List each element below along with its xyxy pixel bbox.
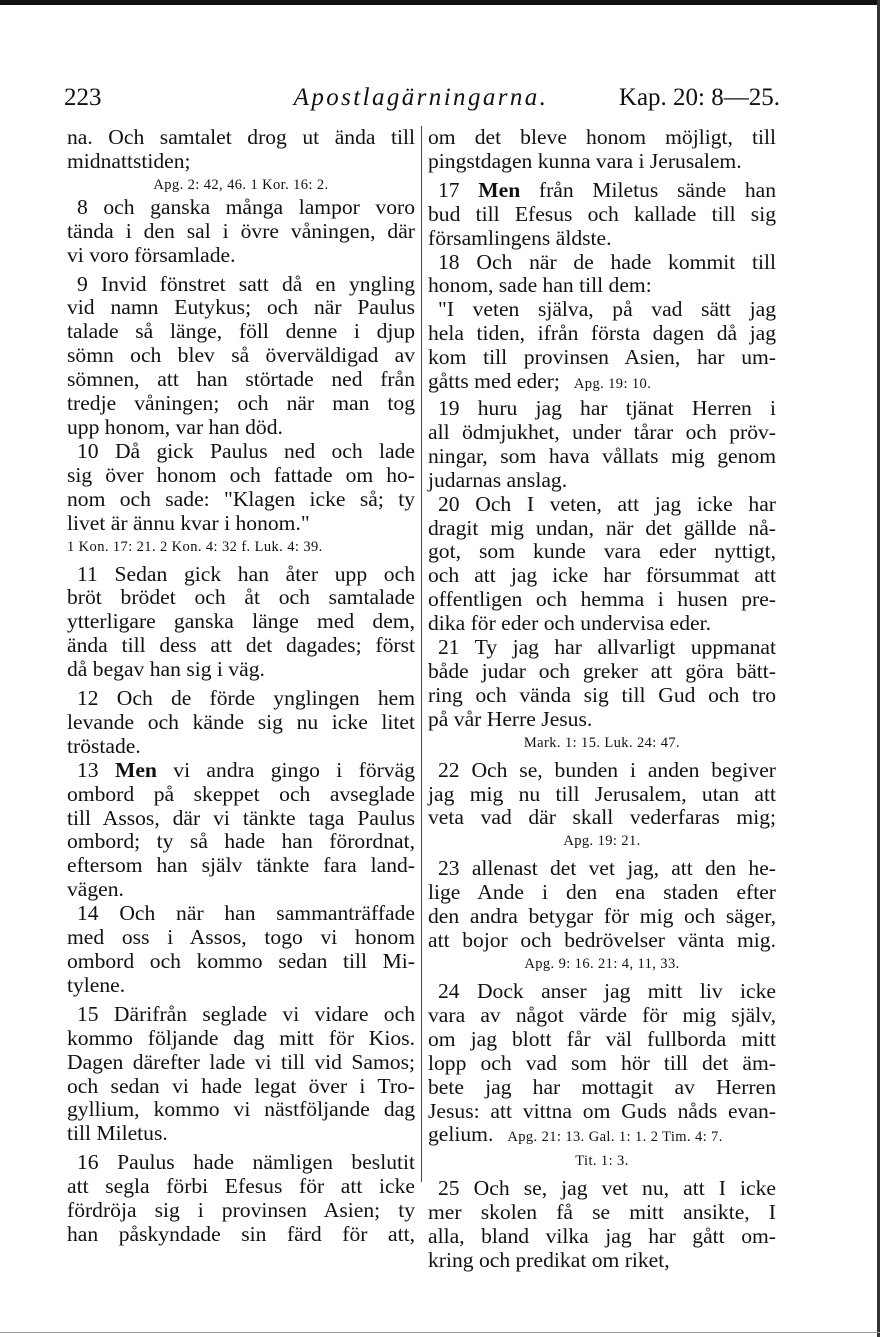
- top-border: [0, 0, 880, 5]
- verse-line: vara av något värde för mig själv,: [428, 1002, 776, 1027]
- verse-line: 24 Dock anser jag mitt liv icke: [438, 979, 776, 1003]
- verse-line: tröstade.: [67, 733, 141, 758]
- verse-line: nom och sade: "Klagen icke så; ty: [67, 486, 415, 511]
- verse-line: då begav han sig i väg.: [67, 657, 265, 682]
- verse-line: Jesus: att vittna om Guds nåds evan-: [428, 1098, 776, 1123]
- verse-line: [67, 759, 415, 783]
- verse-line: ombord och kommo sedan till Mi-: [67, 949, 415, 973]
- verse-line: till Assos, där vi tänkte taga Paulus: [67, 805, 415, 830]
- verse-line: 23 allenast det vet jag, att den he-: [438, 856, 776, 881]
- cross-reference: Apg. 9: 16. 21: 4, 11, 33.: [524, 956, 680, 972]
- verse-line: kom till provinsen Asien, har um-: [428, 345, 776, 370]
- verse-line: jag mig nu till Jerusalem, utan att: [428, 781, 776, 806]
- verse-line: bröt brödet och åt och samtalade: [67, 585, 415, 610]
- verse-line: ningar, som hava vållats mig genom: [428, 443, 776, 468]
- verse-line: ring och vända sig till Gud och tro: [428, 682, 776, 707]
- column-divider: [421, 126, 422, 1182]
- verse-line: till Miletus.: [67, 1121, 168, 1146]
- verse-text: vi andra gingo i förväg: [156, 757, 415, 782]
- verse-line: judarnas anslag.: [428, 467, 568, 492]
- verse-line: 21 Ty jag har allvarligt uppmanat: [438, 635, 776, 660]
- verse-line: veta vad där skall vederfaras mig;: [428, 805, 776, 830]
- verse-line: kommo följande dag mitt för Kios.: [67, 1025, 415, 1050]
- verse-number: 13: [77, 757, 115, 782]
- cross-reference: Apg. 21: 13. Gal. 1: 1. 2 Tim. 4: 7.: [507, 1129, 723, 1146]
- verse-line: mer skolen få se mitt ansikte, I: [428, 1200, 776, 1225]
- verse-line: pingstdagen kunna vara i Jerusalem.: [428, 148, 742, 173]
- verse-line: 22 Och se, bunden i anden begiver: [438, 757, 776, 782]
- verse-line: [428, 1123, 776, 1150]
- verse-line: tylene.: [67, 972, 126, 997]
- verse-line: ombord; ty så hade han förordnat,: [67, 829, 415, 854]
- verse-line: 19 huru jag har tjänat Herren i: [438, 395, 776, 420]
- verse-line: sig över honom och fattade om ho-: [67, 462, 415, 487]
- cross-reference: Apg. 19: 10.: [573, 376, 652, 393]
- verse-line: levande och kände sig nu icke litet: [67, 709, 415, 734]
- verse-line: vid namn Eutykus; och när Paulus: [67, 295, 415, 320]
- page-header: [62, 84, 780, 118]
- verse-line: eftersom han själv tänkte fara land-: [67, 853, 415, 878]
- verse-line: 10 Då gick Paulus ned och lade: [77, 438, 415, 463]
- verse-line: 20 Och I veten, att jag icke har: [438, 491, 776, 516]
- verse-line: ända till dess att det dagades; först: [67, 633, 415, 658]
- bottom-border: [0, 1332, 880, 1333]
- verse-line: med oss i Assos, togo vi honom: [67, 925, 415, 950]
- verse-line: talade så länge, föll denne i djup: [67, 319, 415, 344]
- verse-line: att bojor och bedrövelser vänta mig.: [428, 928, 776, 953]
- verse-line: att segla förbi Efesus för att icke: [67, 1174, 415, 1199]
- verse-line: sömn och blev så överväldigad av: [67, 343, 415, 368]
- verse-line: ytterligare ganska länge med dem,: [67, 609, 415, 634]
- verse-line: 18 Och när de hade kommit till: [438, 249, 776, 274]
- verse-line: lige Ande i den ena staden efter: [428, 880, 776, 905]
- verse-line: [428, 179, 776, 203]
- verse-line: upp honom, var han död.: [67, 414, 283, 439]
- section-start-word: Men: [478, 177, 521, 202]
- verse-line: [428, 370, 776, 397]
- verse-text: från Miletus sände han: [520, 177, 776, 202]
- page-number: 223: [64, 84, 102, 111]
- verse-line: 12 Och de förde ynglingen hem: [77, 686, 415, 711]
- verse-line: na. Och samtalet drog ut ända till: [67, 125, 415, 149]
- verse-line: "I veten själva, på vad sätt jag: [438, 297, 776, 322]
- verse-line: fördröja sig i provinsen Asien; ty: [67, 1198, 415, 1223]
- verse-text: gåtts med eder;: [428, 369, 560, 394]
- verse-line: 15 Därifrån seglade vi vidare och: [77, 1001, 415, 1026]
- verse-line: han påskyndade sin färd för att,: [67, 1221, 415, 1246]
- cross-reference: Apg. 2: 42, 46. 1 Kor. 16: 2.: [153, 176, 329, 193]
- verse-line: om det bleve honom möjligt, till: [428, 125, 776, 149]
- verse-line: got, som kunde vara eder nyttigt,: [428, 539, 776, 564]
- verse-line: 14 Och när han sammanträffade: [77, 901, 415, 926]
- verse-line: all ödmjukhet, under tårar och pröv-: [428, 419, 776, 444]
- verse-line: 16 Paulus hade nämligen beslutit: [77, 1150, 415, 1175]
- verse-line: offentligen och hemma i husen pre-: [428, 587, 776, 612]
- verse-line: ombord på skeppet och avseglade: [67, 781, 415, 806]
- verse-line: tredje våningen; och när man tog: [67, 391, 415, 416]
- verse-line: midnattstiden;: [67, 148, 191, 173]
- verse-line: hela tiden, ifrån första dagen då jag: [428, 321, 776, 346]
- right-column: [428, 126, 776, 1273]
- verse-line: alla, bland vilka jag har gått om-: [428, 1224, 776, 1249]
- verse-line: och sedan vi hade legat över i Tro-: [67, 1073, 415, 1098]
- verse-line: om jag blott får väl fullborda mitt: [428, 1026, 776, 1051]
- verse-line: vägen.: [67, 877, 124, 902]
- verse-text: gelium.: [428, 1122, 494, 1147]
- verse-line: tända i den sal i övre våningen, där: [67, 218, 415, 243]
- verse-line: gyllium, kommo vi nästföljande dag: [67, 1097, 415, 1122]
- verse-line: 25 Och se, jag vet nu, att I icke: [438, 1176, 776, 1201]
- cross-reference: Apg. 19: 21.: [563, 833, 641, 850]
- book-title: Apostlagärningarna.: [293, 84, 549, 111]
- verse-line: honom, sade han till dem:: [428, 273, 652, 298]
- verse-line: församlingens äldste.: [428, 225, 612, 250]
- cross-reference: Mark. 1: 15. Luk. 24: 47.: [523, 734, 681, 751]
- verse-line: lopp och vad som hör till det äm-: [428, 1050, 776, 1075]
- verse-line: 8 och ganska många lampor voro: [77, 194, 415, 219]
- verse-line: kring och predikat om riket,: [428, 1248, 670, 1273]
- verse-line: sömnen, att han störtade ned från: [67, 367, 415, 392]
- verse-line: 11 Sedan gick han åter upp och: [77, 561, 415, 586]
- verse-line: och att jag icke har försummat att: [428, 563, 776, 588]
- verse-line: bete jag har mottagit av Herren: [428, 1074, 776, 1099]
- verse-line: den andra betygar för mig och säger,: [428, 904, 776, 929]
- verse-line: dragit mig undan, när det gällde nå-: [428, 515, 776, 540]
- verse-line: på vår Herre Jesus.: [428, 706, 593, 731]
- verse-number: 17: [438, 177, 479, 202]
- chapter-reference: Kap. 20: 8—25.: [618, 84, 780, 111]
- verse-line: 9 Invid fönstret satt då en yngling: [77, 271, 415, 296]
- section-start-word: Men: [114, 757, 157, 782]
- verse-line: både judar och greker att göra bätt-: [428, 658, 776, 683]
- verse-line: vi voro församlade.: [67, 242, 236, 267]
- left-column: [67, 126, 415, 1247]
- verse-line: dika för eder och undervisa eder.: [428, 611, 711, 636]
- verse-line: Dagen därefter lade vi till vid Samos;: [67, 1049, 415, 1074]
- verse-line: bud till Efesus och kallade till sig: [428, 201, 776, 226]
- cross-reference: Tit. 1: 3.: [575, 1153, 629, 1170]
- cross-reference: 1 Kon. 17: 21. 2 Kon. 4: 32 f. Luk. 4: 39.: [67, 538, 323, 555]
- verse-line: livet är ännu kvar i honom.": [67, 510, 310, 535]
